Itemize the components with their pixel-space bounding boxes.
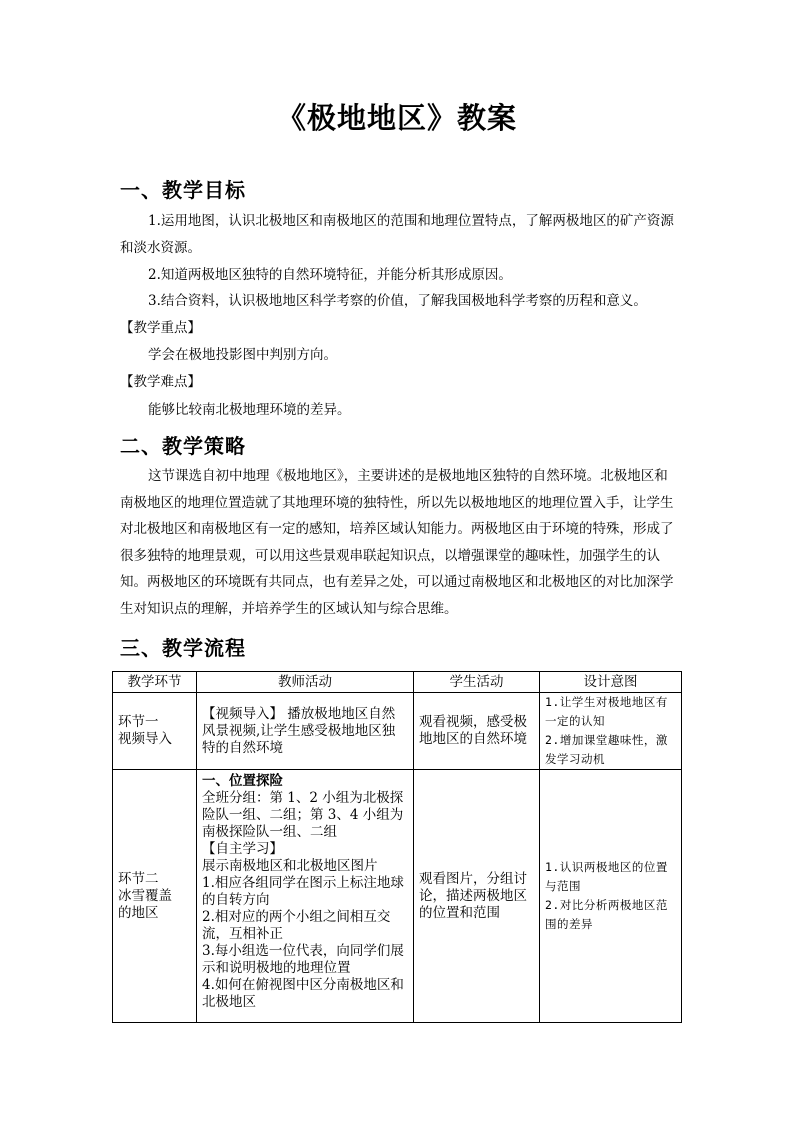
stage-line: 的地区 [118,904,159,921]
teacher-activity-line: 2.相对应的两个小组之间相互交流，互相补正 [202,909,391,942]
student-activity-text: 观看图片，分组讨论，描述两极地区的位置和范围 [419,870,527,921]
teacher-activity-cell [197,770,414,1023]
section-heading-strategy: 二、教学策略 [120,434,246,458]
design-intent-cell [540,693,682,770]
stage-line: 环节一 [118,714,159,730]
stage-line: 视频导入 [118,731,172,747]
table-header-cell: 教师活动 [197,672,414,693]
teacher-activity-line: 3.每小组选一位代表，向同学们展示和说明极地的地理位置 [202,943,404,976]
student-activity-cell [414,693,540,770]
table-row [113,770,682,1023]
intent-line: 1.让学生对极地地区有一定的认知 [545,695,668,728]
teacher-activity-line: 1.相应各组同学在图示上标注地球的自转方向 [202,875,404,908]
intent-line: 2.对比分析两极地区范围的差异 [545,898,668,931]
student-activity-text: 观看视频，感受极地地区的自然环境 [419,714,527,747]
stage-line: 冰雪覆盖 [118,887,172,904]
design-intent-cell [540,770,682,1023]
table-header-row [113,672,682,693]
teaching-process-table [112,671,682,1023]
stage-line: 环节二 [118,870,159,887]
document-title: 《极地地区》教案 [276,101,517,135]
teacher-activity-cell [197,693,414,770]
teacher-activity-line: 4.如何在俯视图中区分南极地区和北极地区 [202,977,404,1010]
teacher-activity-title: 一、位置探险 [202,773,283,789]
teacher-activity-line: 展示南极地区和北极地区图片 [202,858,378,874]
teacher-activity-line: 全班分组：第 1、2 小组为北极探险队一组、二组；第 3、4 小组为南极探险队一组、二组 [202,790,404,840]
difficulty-text: 能够比较南北极地理环境的差异。 [148,402,351,418]
section-heading-process: 三、教学流程 [120,636,246,660]
teacher-activity-line: 【自主学习】 [202,841,283,857]
objective-1: 1.运用地图，认识北极地区和南极地区的范围和地理位置特点，了解两极地区的矿产资源和淡水资源。 [120,213,674,256]
stage-cell [113,770,197,1023]
table-header-cell: 学生活动 [414,672,540,693]
table-header-cell: 设计意图 [540,672,682,693]
objective-2: 2.知道两极地区独特的自然环境特征，并能分析其形成原因。 [148,267,512,283]
teacher-activity-text: 【视频导入】 播放极地地区自然风景视频,让学生感受极地地区独特的自然环境 [202,705,396,756]
objective-3: 3.结合资料，认识极地地区科学考察的价值，了解我国极地科学考察的历程和意义。 [148,293,647,309]
difficulty-label: 【教学难点】 [120,374,201,390]
strategy-paragraph: 这节课选自初中地理《极地地区》，主要讲述的是极地地区独特的自然环境。北极地区和南极地区的地理位置造就了其地理环境的独特性，所以先以极地地区的地理位置入手，让学生对北极地区和南极地区有一定的感知，培养区域认知能力。两极地区由于环境的特殊，形成了很多独特的地理景观，可以用这些景观串联起知识点，以增强课堂的趣味性，加强学生的认知。两极地区的环境既有共同点，也有差异之处，可以通过南极地区和北极地区的对比加深学生对知识点的理解，并培养学生的区域认知与综合思维。 [120,468,674,617]
student-activity-cell [414,770,540,1023]
section-heading-objectives: 一、教学目标 [120,178,246,202]
table-header-cell: 教学环节 [113,672,197,693]
intent-line: 1.认识两极地区的位置与范围 [545,860,668,893]
table-row [113,693,682,770]
key-point-text: 学会在极地投影图中判别方向。 [148,347,337,363]
stage-cell [113,693,197,770]
intent-line: 2.增加课堂趣味性，激发学习动机 [545,733,668,766]
key-point-label: 【教学重点】 [120,320,201,336]
